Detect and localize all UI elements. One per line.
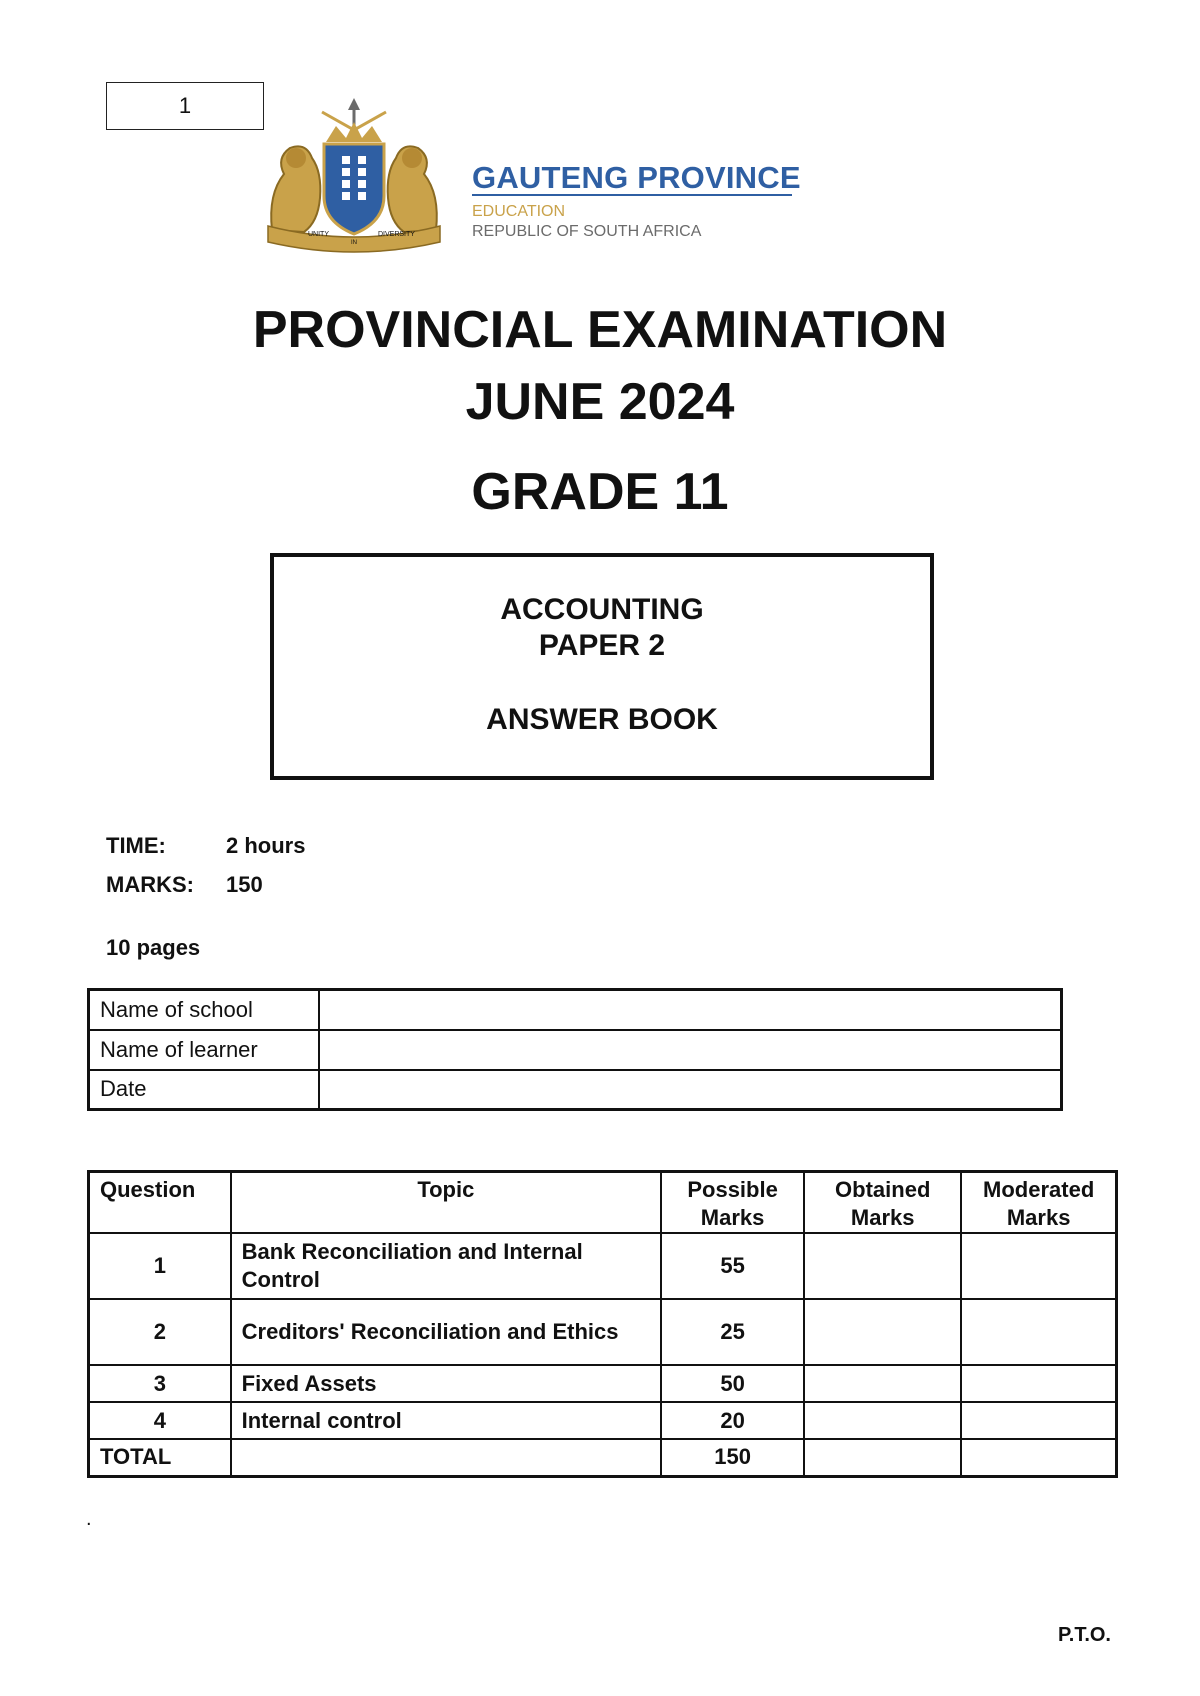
info-row-date [89, 1070, 1062, 1110]
learner-field[interactable] [319, 1030, 1062, 1070]
possible-marks: 55 [661, 1233, 804, 1299]
page-number: 1 [178, 93, 192, 118]
header-possible-marks: Possible Marks [661, 1172, 804, 1234]
obtained-marks[interactable] [804, 1233, 961, 1299]
subject-box [270, 553, 934, 780]
header-topic: Topic [231, 1172, 661, 1234]
total-row [89, 1439, 1117, 1476]
answer-book-label: ANSWER BOOK [486, 703, 718, 736]
obtained-marks[interactable] [804, 1402, 961, 1439]
exam-grade: GRADE 11 [471, 463, 729, 521]
header-moderated-marks: Moderated Marks [961, 1172, 1116, 1234]
obtained-marks[interactable] [804, 1365, 961, 1402]
logo-line-education: EDUCATION [472, 203, 566, 220]
stray-dot: . [86, 1508, 92, 1530]
total-label: TOTAL [89, 1439, 231, 1476]
school-field[interactable] [319, 990, 1062, 1030]
question-number: 3 [89, 1365, 231, 1402]
question-topic: Creditors' Reconciliation and Ethics [231, 1299, 661, 1365]
marks-label: MARKS: [106, 872, 194, 897]
motto-middle: IN [351, 240, 357, 246]
exam-title: PROVINCIAL EXAMINATION [252, 301, 948, 359]
school-label: Name of school [89, 990, 319, 1030]
marks-value: 150 [226, 872, 263, 897]
exam-date: JUNE 2024 [465, 373, 735, 431]
coat-of-arms-icon [262, 98, 842, 260]
motto-left: UNITY [308, 231, 329, 238]
total-obtained-marks[interactable] [804, 1439, 961, 1476]
table-row [89, 1233, 1117, 1299]
gauteng-province-logo [262, 98, 842, 260]
page-count: 10 pages [106, 935, 201, 960]
total-possible-marks: 150 [661, 1439, 804, 1476]
logo-line-country: REPUBLIC OF SOUTH AFRICA [472, 223, 702, 240]
info-row-learner [89, 1030, 1062, 1070]
possible-marks: 50 [661, 1365, 804, 1402]
please-turn-over: P.T.O. [1058, 1624, 1111, 1646]
paper-number: PAPER 2 [538, 629, 666, 662]
moderated-marks[interactable] [961, 1299, 1116, 1365]
question-number: 1 [89, 1233, 231, 1299]
question-number: 2 [89, 1299, 231, 1365]
info-row-school [89, 990, 1062, 1030]
date-field[interactable] [319, 1070, 1062, 1110]
moderated-marks[interactable] [961, 1233, 1116, 1299]
learner-info-table [87, 988, 1063, 1111]
motto-right: DIVERSITY [378, 231, 415, 238]
question-number: 4 [89, 1402, 231, 1439]
possible-marks: 25 [661, 1299, 804, 1365]
logo-title: GAUTENG PROVINCE [472, 160, 801, 195]
time-value: 2 hours [226, 833, 306, 858]
header-obtained-marks: Obtained Marks [804, 1172, 961, 1234]
marks-header-row [89, 1172, 1117, 1234]
question-topic: Bank Reconciliation and Internal Control [231, 1233, 661, 1299]
time-label: TIME: [106, 833, 166, 858]
table-row [89, 1365, 1117, 1402]
moderated-marks[interactable] [961, 1365, 1116, 1402]
table-row [89, 1299, 1117, 1365]
header-question: Question [89, 1172, 231, 1234]
question-topic: Internal control [231, 1402, 661, 1439]
learner-label: Name of learner [89, 1030, 319, 1070]
question-topic: Fixed Assets [231, 1365, 661, 1402]
total-topic [231, 1439, 661, 1476]
table-row [89, 1402, 1117, 1439]
marks-table [87, 1170, 1118, 1478]
obtained-marks[interactable] [804, 1299, 961, 1365]
moderated-marks[interactable] [961, 1402, 1116, 1439]
page-number-box [106, 82, 264, 130]
subject-name: ACCOUNTING [500, 593, 704, 626]
possible-marks: 20 [661, 1402, 804, 1439]
total-moderated-marks[interactable] [961, 1439, 1116, 1476]
date-label: Date [89, 1070, 319, 1110]
